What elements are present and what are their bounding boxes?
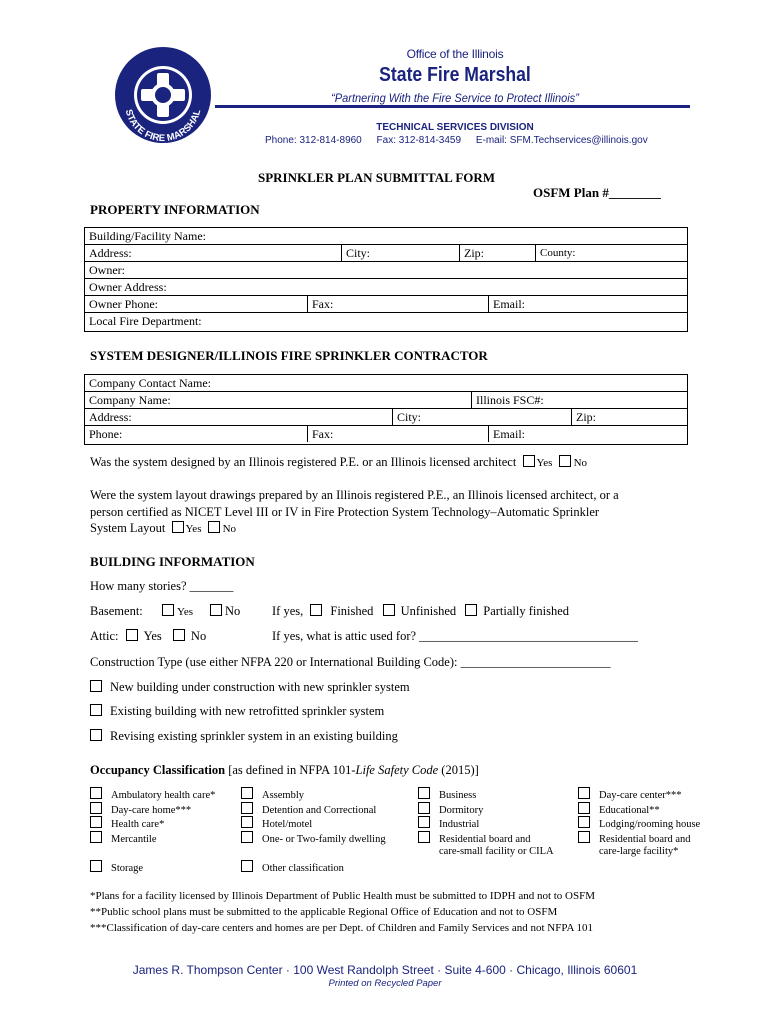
designer-phone-field[interactable]: Phone: — [89, 427, 123, 441]
occupancy-option: Residential board and — [439, 833, 531, 845]
layout-yes-label: Yes — [185, 523, 202, 535]
occupancy-col2 — [241, 787, 386, 845]
option-new-building — [90, 680, 410, 695]
row-designer-address — [85, 409, 687, 426]
attic-no-checkbox[interactable] — [173, 629, 185, 641]
mercantile-checkbox[interactable] — [90, 831, 102, 843]
phone-text: Phone: 312-814-8960 — [265, 135, 362, 146]
retrofit-checkbox[interactable] — [90, 704, 102, 716]
fsc-field[interactable]: Illinois FSC#: — [471, 392, 544, 408]
stories-field[interactable]: How many stories? _______ — [90, 579, 234, 593]
new-building-label: New building under construction with new sprinkler system — [110, 680, 410, 694]
occupancy-option: Hotel/motel — [262, 819, 313, 830]
occupancy-option: Industrial — [439, 819, 480, 830]
occupancy-option: Ambulatory health care* — [111, 790, 216, 801]
day-care-center-checkbox[interactable] — [578, 787, 590, 799]
basement-if-yes — [272, 604, 569, 619]
hotel-motel-checkbox[interactable] — [241, 816, 253, 828]
osfm-plan-number: OSFM Plan #________ — [533, 185, 661, 200]
other-classification-checkbox[interactable] — [241, 860, 253, 872]
owner-email-field[interactable]: Email: — [488, 296, 525, 312]
basement-no-checkbox[interactable] — [210, 604, 222, 616]
owner-fax-field[interactable]: Fax: — [307, 296, 333, 312]
row-owner-address — [85, 279, 687, 296]
owner-address-field[interactable]: Owner Address: — [89, 280, 167, 294]
basement-no-label: No — [225, 604, 241, 618]
attic-row — [90, 629, 206, 644]
basement-yes-checkbox[interactable] — [162, 604, 174, 616]
occupancy-heading-rest: [as defined in NFPA 101- — [228, 763, 356, 777]
finished-checkbox[interactable] — [310, 604, 322, 616]
designer-zip-field[interactable]: Zip: — [571, 409, 596, 425]
occupancy-option: Day-care center*** — [599, 790, 682, 801]
email-link[interactable]: E-mail: SFM.Techservices@illinois.gov — [475, 135, 648, 146]
pe-no-label: No — [573, 457, 588, 469]
zip-field[interactable]: Zip: — [459, 245, 484, 261]
property-table — [84, 227, 688, 332]
county-field[interactable]: County: — [535, 245, 575, 261]
pe-yes-label: Yes — [536, 457, 553, 469]
occupancy-col4 — [578, 787, 700, 860]
row-company — [85, 392, 687, 409]
designer-heading: SYSTEM DESIGNER/ILLINOIS FIRE SPRINKLER CONTRACTOR — [90, 348, 488, 363]
designer-table — [84, 374, 688, 445]
recycled-note: Printed on Recycled Paper — [328, 978, 442, 989]
residential-large-checkbox[interactable] — [578, 831, 590, 843]
pe-question — [90, 455, 587, 470]
row-address — [85, 245, 687, 262]
attic-label: Attic: — [90, 629, 119, 643]
occupancy-heading-end: (2015)] — [441, 763, 479, 777]
industrial-checkbox[interactable] — [418, 816, 430, 828]
row-owner — [85, 262, 687, 279]
designer-email-field[interactable]: Email: — [488, 426, 525, 442]
contact-name-field[interactable]: Company Contact Name: — [89, 376, 211, 390]
pe-no-checkbox[interactable] — [559, 455, 571, 467]
retrofit-label: Existing building with new retrofitted sprinkler system — [110, 704, 385, 718]
tagline: “Partnering With the Fire Service to Protect Illinois” — [331, 91, 579, 105]
ambulatory-checkbox[interactable] — [90, 787, 102, 799]
attic-use-field[interactable]: If yes, what is attic used for? ___________________________________ — [272, 629, 638, 643]
occupancy-heading-italic: Life Safety Code — [355, 763, 439, 777]
partially-finished-label: Partially finished — [483, 604, 569, 618]
option-retrofit — [90, 704, 384, 719]
pe-question-text: Was the system designed by an Illinois registered P.E. or an Illinois licensed architect — [90, 455, 517, 469]
occupancy-option: Business — [439, 790, 477, 801]
option-revising — [90, 729, 398, 744]
other-classification-label: Other classification — [262, 863, 344, 874]
building-name-field[interactable]: Building/Facility Name: — [89, 229, 206, 243]
occupancy-option: Detention and Correctional — [262, 804, 377, 816]
fax-text: Fax: 312-814-3459 — [376, 135, 462, 146]
note-idph: *Plans for a facility licensed by Illinois Department of Public Health must be submitted to IDPH and not to OSFM — [90, 890, 596, 902]
seal-bottom-lettering — [113, 45, 213, 145]
occupancy-col3 — [418, 787, 554, 860]
revising-checkbox[interactable] — [90, 729, 102, 741]
property-heading: PROPERTY INFORMATION — [90, 202, 260, 217]
designer-address-field[interactable]: Address: — [89, 410, 132, 424]
form-title: SPRINKLER PLAN SUBMITTAL FORM — [258, 170, 496, 185]
row-building-name — [85, 228, 687, 245]
contact-line — [265, 135, 660, 146]
occupancy-option-cont: care-large facility* — [599, 846, 679, 857]
occupancy-option: Day-care home*** — [111, 804, 192, 816]
layout-question-line2: person certified as NICET Level III or IV in Fire Protection System Technology–Automatic Sprinkler — [90, 505, 600, 519]
occupancy-heading — [90, 763, 479, 778]
day-care-home-checkbox[interactable] — [90, 802, 102, 814]
occupancy-option: Health care* — [111, 819, 165, 830]
occupancy-option-cont: care-small facility or CILA — [439, 846, 554, 857]
attic-no-label: No — [190, 629, 207, 643]
local-fire-department-field[interactable]: Local Fire Department: — [89, 314, 202, 328]
basement-yes — [162, 604, 193, 619]
designer-fax-field[interactable]: Fax: — [307, 426, 333, 442]
dwelling-checkbox[interactable] — [241, 831, 253, 843]
address-field[interactable]: Address: — [89, 246, 132, 260]
row-contact — [85, 375, 687, 392]
city-field[interactable]: City: — [341, 245, 370, 261]
row-designer-phone — [85, 426, 687, 443]
note-daycare: ***Classification of day-care centers and homes are per Dept. of Children and Family Services and not NFPA 101 — [90, 922, 594, 934]
occupancy-option: Mercantile — [111, 833, 157, 845]
health-care-checkbox[interactable] — [90, 816, 102, 828]
pe-yes-checkbox[interactable] — [523, 455, 535, 467]
basement-label: Basement: — [90, 604, 143, 618]
occupancy-option: Assembly — [262, 790, 304, 801]
partially-finished-checkbox[interactable] — [465, 604, 477, 616]
occupancy-option: Residential board and — [599, 833, 691, 845]
seal-text-top: OFFICE OF THE ILLINOIS — [113, 37, 235, 48]
row-local-fd — [85, 313, 687, 330]
detention-checkbox[interactable] — [241, 802, 253, 814]
note-school: **Public school plans must be submitted to the applicable Regional Office of Education and not to OSFM — [90, 906, 558, 918]
owner-field[interactable]: Owner: — [89, 263, 125, 277]
basement-yes-label: Yes — [177, 606, 194, 618]
residential-small-checkbox[interactable] — [418, 831, 430, 843]
dormitory-checkbox[interactable] — [418, 802, 430, 814]
basement-no — [210, 604, 240, 619]
occupancy-option: Dormitory — [439, 804, 484, 816]
company-name-field[interactable]: Company Name: — [89, 393, 171, 407]
designer-city-field[interactable]: City: — [392, 409, 421, 425]
occupancy-option: One- or Two-family dwelling — [262, 833, 386, 845]
other-option — [241, 860, 344, 877]
row-owner-phone — [85, 296, 687, 313]
header-rule — [215, 105, 690, 108]
finished-label: Finished — [330, 604, 374, 618]
attic-yes-checkbox[interactable] — [126, 629, 138, 641]
division-name: TECHNICAL SERVICES DIVISION — [376, 122, 534, 133]
attic-yes-label: Yes — [143, 629, 162, 643]
layout-no-label: No — [222, 523, 237, 535]
svg-text:STATE FIRE MARSHAL: STATE FIRE MARSHAL — [122, 108, 204, 145]
occupancy-option: Lodging/rooming house — [599, 819, 701, 830]
unfinished-checkbox[interactable] — [383, 604, 395, 616]
footer-address: James R. Thompson Center · 100 West Randolph Street · Suite 4-600 · Chicago, Illinois 60601 — [132, 963, 638, 977]
construction-type-field[interactable]: Construction Type (use either NFPA 220 or International Building Code): ________________________ — [90, 655, 611, 669]
storage-label: Storage — [111, 863, 144, 874]
revising-label: Revising existing sprinkler system in an existing building — [110, 729, 398, 743]
layout-question-line3-text: System Layout — [90, 521, 166, 535]
building-heading: BUILDING INFORMATION — [90, 554, 255, 569]
agency-name: State Fire Marshal — [379, 64, 531, 86]
office-line: Office of the Illinois — [406, 47, 504, 61]
assembly-checkbox[interactable] — [241, 787, 253, 799]
new-building-checkbox[interactable] — [90, 680, 102, 692]
storage-checkbox[interactable] — [90, 860, 102, 872]
business-checkbox[interactable] — [418, 787, 430, 799]
lodging-checkbox[interactable] — [578, 816, 590, 828]
basement-if-yes-text: If yes, — [272, 604, 304, 618]
occupancy-col1 — [90, 787, 215, 845]
layout-yes-checkbox[interactable] — [172, 521, 184, 533]
layout-question-line3 — [90, 521, 236, 536]
layout-question-line1: Were the system layout drawings prepared by an Illinois registered P.E., an Illinois licensed architect, or a — [90, 488, 619, 502]
layout-no-checkbox[interactable] — [208, 521, 220, 533]
unfinished-label: Unfinished — [400, 604, 457, 618]
occupancy-option: Educational** — [599, 804, 660, 816]
occupancy-heading-bold: Occupancy Classification — [90, 763, 226, 777]
owner-phone-field[interactable]: Owner Phone: — [89, 297, 158, 311]
storage-option — [90, 860, 143, 877]
educational-checkbox[interactable] — [578, 802, 590, 814]
